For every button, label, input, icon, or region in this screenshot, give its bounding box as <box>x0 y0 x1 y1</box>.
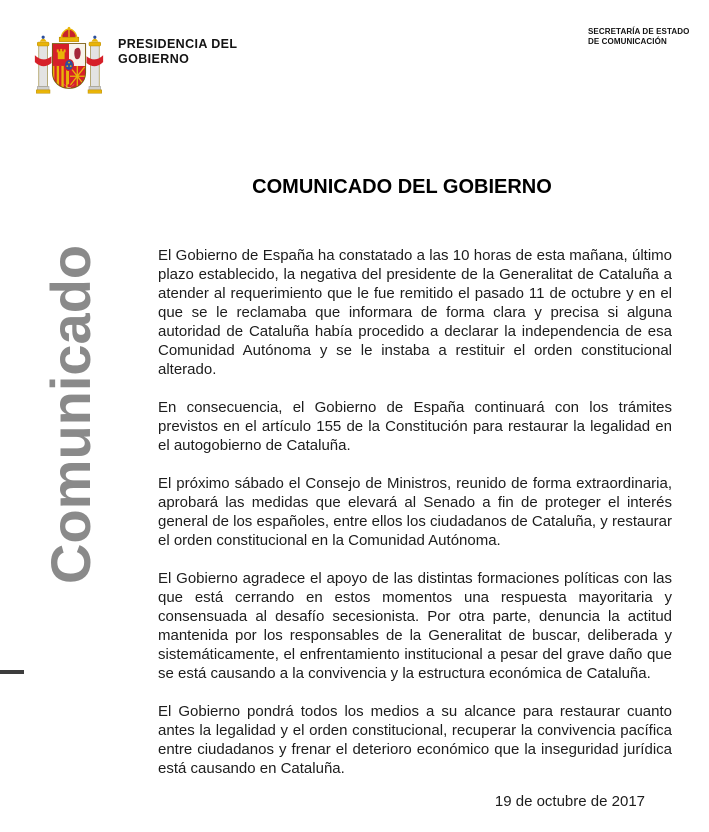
paragraph-2: En consecuencia, el Gobierno de España continuará con los trámites previstos en el artículo 155 de la Constitución para restaurar la legalidad en el autogobierno de Cataluña. <box>158 399 672 454</box>
paragraph-1: El Gobierno de España ha constatado a las 10 horas de esta mañana, último plazo establecido, la negativa del presidente de la Generalitat de Cataluña a atender al requerimiento que le fue remitido el pasado 11 de octubre y en el que se le reclamaba que informara de forma clara y precisa si alguna autoridad de Cataluña había procedido a declarar la independencia de esa Comunidad Autónoma y se le instaba a restituir el orden constitucional alterado. <box>158 247 672 378</box>
document-date: 19 de octubre de 2017 <box>494 793 645 810</box>
spain-coat-of-arms-icon <box>33 26 105 104</box>
org-name-line1: PRESIDENCIA DEL <box>118 37 238 51</box>
fold-mark <box>0 670 24 674</box>
org-name <box>118 37 237 67</box>
comunicado-vertical-label: Comunicado <box>39 244 102 584</box>
secretariat-line2: DE COMUNICACIÓN <box>588 36 667 46</box>
paragraph-4: El Gobierno agradece el apoyo de las distintas formaciones políticas con las que está cerrando en estos momentos una respuesta mayoritaria y consensuada al desafío secesionista. Por otra parte, denuncia la actitud mantenida por los responsables de la Generalitat de buscar, deliberada y sistemáticamente, el enfrentamiento institucional a pesar del grave daño que se está causando a la convivencia y la estructura económica de Cataluña. <box>158 570 672 682</box>
paragraph-5: El Gobierno pondrá todos los medios a su alcance para restaurar cuanto antes la legalidad y el orden constitucional, recuperar la convivencia pacífica entre ciudadanos y frenar el deterioro económico que la inseguridad jurídica está causando en Cataluña. <box>158 703 672 777</box>
document-title: COMUNICADO DEL GOBIERNO <box>252 176 552 198</box>
secretariat-label <box>588 27 689 46</box>
org-name-line2: GOBIERNO <box>118 52 190 66</box>
secretariat-line1: SECRETARÍA DE ESTADO <box>588 27 690 36</box>
document-body <box>158 246 672 797</box>
paragraph-3: El próximo sábado el Consejo de Ministros, reunido de forma extraordinaria, aprobará las medidas que elevará al Senado a fin de proteger el interés general de los españoles, entre ellos los ciudadanos de Cataluña, y restaurar el orden constitucional en la Comunidad Autónoma. <box>158 475 672 549</box>
